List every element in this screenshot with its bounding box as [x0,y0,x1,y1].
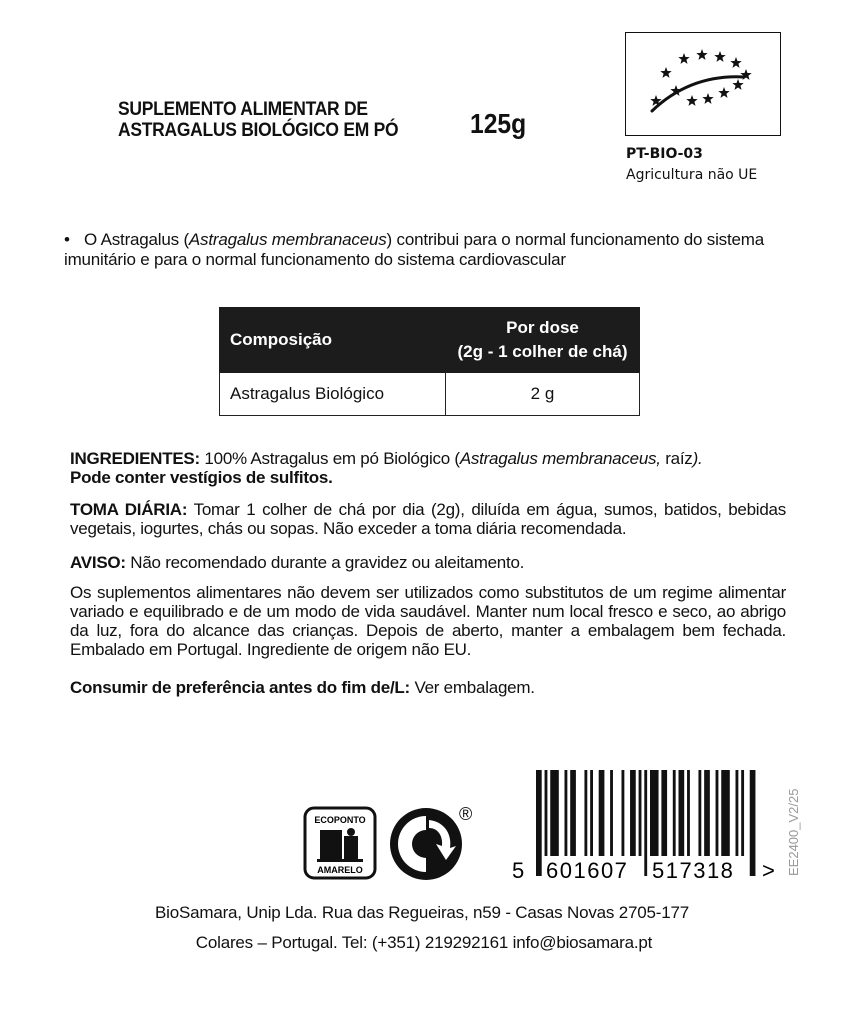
composition-header-row [220,308,640,373]
ingredients-latin: Astragalus membranaceus, [459,449,661,468]
eu-star-icon [678,53,689,64]
best-before-section [70,678,786,697]
barcode-bar [644,770,647,876]
eu-organic-leaf-icon [625,32,781,136]
barcode-bar [545,770,548,856]
barcode-bar [687,770,690,856]
barcode-bar [565,770,568,856]
barcode-bar [584,770,587,856]
ecoponto-bottom-label: AMARELO [317,865,363,875]
barcode-end-mark: > [762,858,775,880]
barcode-bar [610,770,613,856]
barcode-bar [630,770,636,856]
barcode-bar [650,770,659,856]
barcode-bar [716,770,719,856]
table-row [220,373,640,416]
net-weight: 125g [470,108,527,139]
eu-star-icon [660,67,671,78]
composition-header-name: Composição [220,308,446,373]
eu-star-icon [696,49,707,60]
eu-star-icon [686,95,697,106]
barcode-bar [698,770,701,856]
composition-table [219,307,640,416]
recycling-bin-icon [303,806,377,880]
health-claim [64,230,804,270]
notice-label: AVISO: [70,553,126,572]
barcode-bar [622,770,625,856]
composition-header-dose [446,308,640,373]
best-before-label: Consumir de preferência antes do fim de/L: [70,678,410,697]
barcode-bar [536,770,542,876]
ingredients-close: ). [692,449,703,468]
notice-section [70,553,786,572]
eu-star-icon [702,93,713,104]
best-before-text: Ver embalagem. [409,678,535,697]
barcode-bar [741,770,744,856]
green-dot-icon [388,806,464,882]
barcode-first-digit: 5 [512,858,525,880]
barcode-bar [639,770,642,856]
ingredients-section [70,449,786,487]
registered-mark: ® [459,804,473,824]
organic-control-code: PT-BIO-03 [626,146,703,162]
ingredient-name-cell: Astragalus Biológico [220,373,446,416]
barcode-bar [736,770,739,856]
eu-star-icon [718,87,729,98]
barcode-bar [590,770,593,856]
dose-header-line1: Por dose [506,318,579,337]
product-title-line1: SUPLEMENTO ALIMENTAR DE [118,99,368,120]
daily-dose-section [70,500,786,538]
barcode-bar [599,770,605,856]
barcode-bar [679,770,685,856]
allergen-warning: Pode conter vestígios de sulfitos. [70,468,333,487]
ingredient-dose-cell: 2 g [446,373,640,416]
eu-star-icon [730,57,741,68]
product-title [118,99,449,141]
claim-latin-name: Astragalus membranaceus [188,230,387,249]
company-address-line1: BioSamara, Unip Lda. Rua das Regueiras, n59 - Casas Novas 2705-177 [155,903,689,922]
ecoponto-top-label: ECOPONTO [314,815,366,825]
daily-dose-label: TOMA DIÁRIA: [70,500,188,519]
claim-text-after: ) contribui para o normal funcionamento do sistema imunitário e para o normal funcionamento do sistema cardiovascular [64,230,764,269]
ingredients-text: 100% Astragalus em pó Biológico ( [199,449,460,468]
organic-origin: Agricultura não UE [626,167,758,183]
barcode-bar [550,770,559,856]
barcode-bar [673,770,676,856]
barcode-group1: 601607 [546,858,629,880]
daily-dose-text: Tomar 1 colher de chá por dia (2g), diluída em água, sumos, batidos, bebidas vegetais, iogurtes, chás ou sopas. Não exceder a toma diária recomendada. [70,500,786,538]
ingredients-part: raíz [660,449,693,468]
barcode-bar [570,770,576,856]
company-address-line2: Colares – Portugal. Tel: (+351) 219292161 info@biosamara.pt [195,933,653,952]
claim-text-before: O Astragalus ( [84,230,189,249]
claim-bullet: • [64,230,70,249]
barcode-bar [704,770,710,856]
dose-header-line2: (2g - 1 colher de chá) [457,342,628,361]
barcode-bar [721,770,730,856]
barcode [510,770,782,880]
version-code: EE2400_V2/25 [786,788,801,876]
notice-text: Não recomendado durante a gravidez ou aleitamento. [125,553,525,572]
ingredients-label: INGREDIENTES: [70,449,200,468]
eu-star-icon [714,51,725,62]
barcode-bar [661,770,667,856]
eu-star-icon [732,79,743,90]
barcode-group2: 517318 [652,858,735,880]
disclaimer-text: Os suplementos alimentares não devem ser utilizados como substitutos de um regime alimentar variado e equilibrado e de um modo de vida saudável. Manter num local fresco e seco, ao abrigo da luz, fora do alcance das crianças. Depois de aberto, manter a embalagem bem fechada. Embalado em Portugal. Ingrediente de origem não EU. [70,583,786,659]
product-title-line2: ASTRAGALUS BIOLÓGICO EM PÓ [118,120,399,141]
barcode-bar [750,770,756,876]
